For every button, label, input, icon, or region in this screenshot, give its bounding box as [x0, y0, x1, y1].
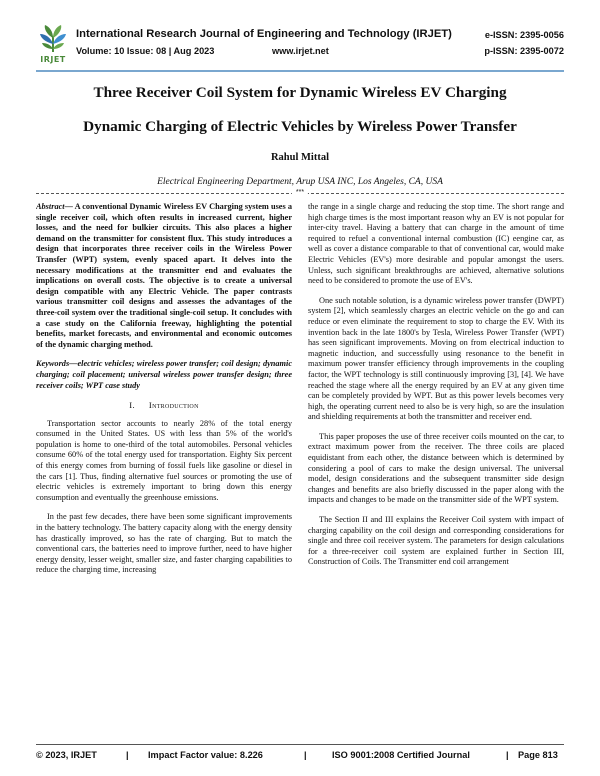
footer-iso: ISO 9001:2008 Certified Journal	[332, 750, 470, 760]
keywords	[36, 359, 292, 391]
section-number: I.	[129, 400, 135, 411]
body-paragraph: Transportation sector accounts to nearly 28% of the total energy consumed in the United States. US with less than 5% of the world's population is home to one-third of the total automobiles. Personal vehicles consume 60% of the total energy used for transportation. Eighty Six percent of this energy comes from burning of fossil fuels like gasoline or diesel in the cars [1]. Thus, finding alternative fuel sources or promoting the use of electric vehicles is extremely important to bring down this energy consumption and eventually the greenhouse emissions.	[36, 418, 292, 502]
p-issn: p-ISSN: 2395-0072	[484, 46, 564, 56]
journal-header	[36, 22, 564, 68]
section-title: Introduction	[148, 400, 199, 411]
section-separator	[36, 188, 564, 198]
body-paragraph: In the past few decades, there have been some significant improvements in the battery technology. The battery capacity along with the energy density has drastically improved, so has the rate of charging. But to match the conventional cars, the batteries need to improve further, need to have higher energy density, lesser weight, smaller size, and faster charging capabilities to reduce the charging time, increasing	[36, 512, 292, 575]
body-paragraph: This paper proposes the use of three receiver coils mounted on the car, to extract maximum power from the receiver. The three coils are placed equidistant from each other, the distance between which is determined by considering a pool of cars to make the design universal. The universal model, design considerations and the subsequent transmitter side design changes and benefits are also briefly discussed in the paper along with the impacts and changes to be made on the transmitter side of the WPT system.	[308, 431, 564, 505]
abstract	[36, 202, 292, 350]
paper-title-line-1: Three Receiver Coil System for Dynamic Wireless EV Charging	[93, 84, 507, 101]
journal-name: International Research Journal of Engineering and Technology (IRJET)	[76, 28, 452, 40]
footer-impact-factor: Impact Factor value: 8.226	[148, 750, 263, 760]
header-rule	[36, 70, 564, 72]
paper-title-line-2: Dynamic Charging of Electric Vehicles by Wireless Power Transfer	[83, 118, 517, 135]
footer-separator: |	[304, 750, 307, 760]
footer-page-number: Page 813	[518, 750, 558, 760]
section-heading-introduction	[36, 400, 292, 411]
footer-rule	[36, 744, 564, 745]
right-column	[308, 202, 564, 742]
author-name: Rahul Mittal	[270, 152, 330, 163]
page-footer	[36, 750, 564, 764]
e-issn: e-ISSN: 2395-0056	[484, 30, 564, 40]
journal-website[interactable]: www.irjet.net	[272, 46, 329, 56]
abstract-label: Abstract—	[36, 202, 73, 211]
footer-copyright: © 2023, IRJET	[36, 750, 97, 760]
abstract-text: A conventional Dynamic Wireless EV Charging system uses a single receiver coil, which often results in increased current, higher losses, and the need for bulkier circuits. This also places a higher demand on the transmitter for consistent flux. This study introduces a design that incorporates three receiver coils in the Wireless Power Transfer (WPT) system, evenly spaced apart. It delves into the necessary modifications at the transmitter end and evaluates the implications on overall costs. The objective is to create a universal design compatible with any Electric Vehicle. The paper contrasts various transmitter coil designs and assesses the advantages of the three-coil system over the traditional single-coil setup. It concludes with a case study on the California freeway, highlighting the potential benefits, market forecasts, and environmental and economic outcomes of the dynamic charging method.	[36, 202, 292, 349]
volume-issue: Volume: 10 Issue: 08 | Aug 2023	[76, 46, 215, 56]
left-column	[36, 202, 292, 742]
keywords-text: electric vehicles; wireless power transfer; coil design; dynamic charging; coil placement; universal wireless power transfer design; three receiver coils; WPT case study	[36, 359, 292, 390]
irjet-logo	[36, 22, 70, 64]
keywords-label: Keywords—	[36, 359, 78, 369]
footer-separator: |	[506, 750, 509, 760]
body-paragraph: One such notable solution, is a dynamic wireless power transfer (DWPT) system [2], which seamlessly charges an electric vehicle on the go and can reduce or even eliminate the requirement to stop to charge the EV. With its invention back in the late 1800's by Tesla, Wireless Power Transfer (WPT) has seen significant improvements. Moving on from electrical induction to magnetic induction, and successfully using resonance to the benefit in maximum power transfer efficiency through improvements in the coupling factor, the WPT technology is still continuously improving [3], [4]. We have reached the stage where all the energy required by an EV at any given time can be completely provided by WPT. But as this power levels becomes very high, the operating current need to also be is very high, so are the insulation and shielding requirements at both the transmitter and receiver end.	[308, 295, 564, 422]
body-paragraph: The Section II and III explains the Receiver Coil system with impact of charging capability on the coil design and corresponding considerations for single and three coil receiver system. The parameters for design calculations for a three-receiver coil system are explained further in Section III, Construction of Coils. The Transmitter end coil arrangement	[308, 515, 564, 567]
author-affiliation: Electrical Engineering Department, Arup USA INC, Los Angeles, CA, USA	[157, 177, 443, 187]
logo-text: IRJET	[40, 55, 66, 64]
body-paragraph: the range in a single charge and reducing the stop time. The short range and high charge times is the most important reason why an EV is not popular for inter-city travel. Having a battery that can charge in the amount of time required to refuel a conventional internal combustion (IC) eengine car, as well as cover a distance comparable to that of conventional car, would make Electric Vehicles (EV's) more desirable and popular amongst the users. Unless, such significant breakthroughs are achieved, alternative solutions need to be considered to promote the use of EV's.	[308, 202, 564, 286]
logo-leaf-icon	[36, 22, 70, 56]
footer-separator: |	[126, 750, 129, 760]
separator-mark: ***	[292, 188, 308, 198]
